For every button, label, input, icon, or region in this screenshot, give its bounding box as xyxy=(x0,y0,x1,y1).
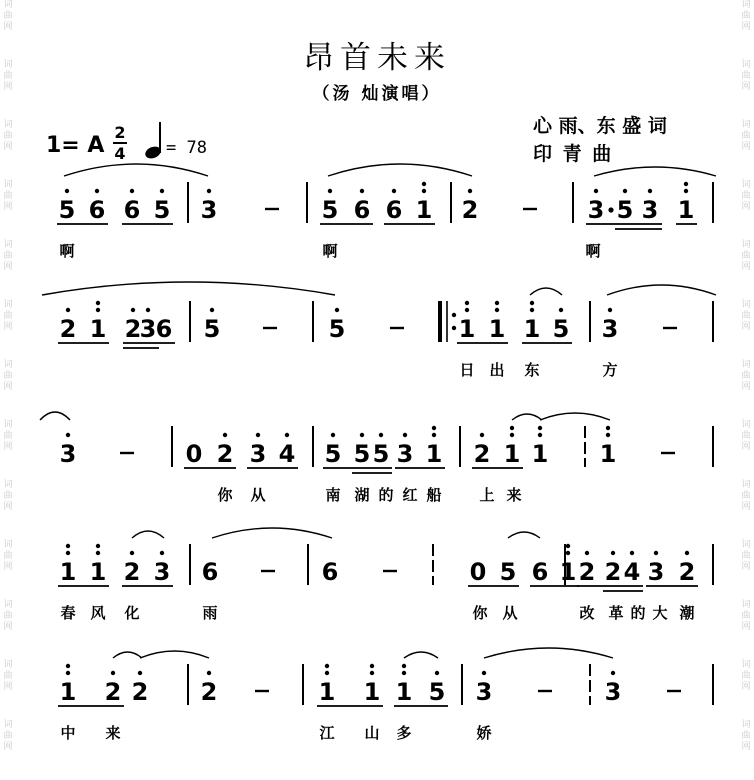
lyric-char: 的 xyxy=(630,604,646,622)
slur xyxy=(530,288,562,295)
octave-dot xyxy=(66,544,70,548)
octave-dot xyxy=(66,671,70,675)
slur xyxy=(540,413,610,420)
watermark-char: 曲 xyxy=(3,671,13,681)
watermark-char: 曲 xyxy=(3,731,13,741)
augmentation-dot xyxy=(608,207,613,212)
note: 6 xyxy=(321,558,339,586)
octave-dot xyxy=(95,189,99,193)
octave-dot xyxy=(160,551,164,555)
time-signature-bottom: 4 xyxy=(114,144,126,163)
watermark-char: 网 xyxy=(741,682,751,692)
note: 3 xyxy=(647,558,665,586)
octave-dot xyxy=(111,671,115,675)
watermark-char: 网 xyxy=(3,22,13,32)
watermark-char: 网 xyxy=(741,262,751,272)
lyric-char: 娇 xyxy=(476,724,492,742)
octave-dot xyxy=(566,551,570,555)
watermark-char: 曲 xyxy=(3,71,13,81)
note: 2 xyxy=(461,196,479,224)
note: 1 xyxy=(531,440,549,468)
lyric-char: 从 xyxy=(250,486,266,504)
watermark-char: 网 xyxy=(741,22,751,32)
slur xyxy=(512,414,542,420)
watermark-char: 网 xyxy=(3,202,13,212)
note: 1 xyxy=(677,196,695,224)
lyric-char: 大 xyxy=(652,604,668,622)
note: 2 xyxy=(131,678,149,706)
octave-dot xyxy=(325,671,329,675)
watermark-char: 曲 xyxy=(741,671,751,681)
watermark-char: 曲 xyxy=(3,551,13,561)
note: 2 xyxy=(678,558,696,586)
note: 1 xyxy=(59,558,77,586)
watermark-char: 网 xyxy=(3,442,13,452)
note: 1 xyxy=(395,678,413,706)
watermark-char: 网 xyxy=(3,562,13,572)
note: 3 xyxy=(139,315,157,343)
watermark-char: 网 xyxy=(3,742,13,752)
watermark-char: 曲 xyxy=(3,371,13,381)
watermark-char: 曲 xyxy=(741,491,751,501)
note: 6 xyxy=(531,558,549,586)
note: 3 xyxy=(59,440,77,468)
note: 2 xyxy=(123,558,141,586)
composer-credit: 印 青 曲 xyxy=(533,143,614,165)
note: 3 xyxy=(249,440,267,468)
note: 5 xyxy=(499,558,517,586)
note: 5 xyxy=(203,315,221,343)
lyric-char: 你 xyxy=(472,604,488,622)
watermark-char: 曲 xyxy=(741,311,751,321)
watermark-char: 曲 xyxy=(3,191,13,201)
watermark-char: 曲 xyxy=(741,251,751,261)
octave-dot xyxy=(495,301,499,305)
note: 2 xyxy=(200,678,218,706)
note: 5 xyxy=(328,315,346,343)
watermark-char: 词 xyxy=(3,0,13,10)
slur xyxy=(404,652,438,658)
watermark-char: 词 xyxy=(741,0,751,10)
note: 6 xyxy=(201,558,219,586)
note: 4 xyxy=(278,440,296,468)
note: 1 xyxy=(415,196,433,224)
watermark-char: 词 xyxy=(741,600,751,610)
note: 1 xyxy=(363,678,381,706)
watermark-char: 曲 xyxy=(741,71,751,81)
lyric-char: 从 xyxy=(502,604,518,622)
watermark-char: 网 xyxy=(741,562,751,572)
octave-dot xyxy=(210,308,214,312)
octave-dot xyxy=(611,551,615,555)
lyric-char: 革 xyxy=(608,604,624,622)
lyric-char: 上 xyxy=(479,486,495,504)
octave-dot xyxy=(530,308,534,312)
octave-dot xyxy=(138,671,142,675)
watermark-char: 网 xyxy=(3,622,13,632)
watermark-char: 词 xyxy=(741,360,751,370)
watermark-char: 网 xyxy=(741,382,751,392)
time-signature-top: 2 xyxy=(114,123,126,142)
slur xyxy=(40,412,70,420)
slur xyxy=(508,532,540,538)
note: 5 xyxy=(58,196,76,224)
octave-dot xyxy=(370,664,374,668)
watermark-char: 网 xyxy=(3,262,13,272)
slur xyxy=(212,528,332,538)
octave-dot xyxy=(538,433,542,437)
note: 5 xyxy=(616,196,634,224)
watermark-char: 词 xyxy=(3,660,13,670)
octave-dot xyxy=(370,671,374,675)
octave-dot xyxy=(559,308,563,312)
octave-dot xyxy=(495,308,499,312)
note: 2 xyxy=(604,558,622,586)
watermark-char: 曲 xyxy=(741,551,751,561)
lyric-char: 中 xyxy=(60,724,76,742)
lyric-char: 风 xyxy=(90,604,106,622)
watermark-char: 曲 xyxy=(3,131,13,141)
octave-dot xyxy=(335,308,339,312)
octave-dot xyxy=(510,426,514,430)
octave-dot xyxy=(422,189,426,193)
lyric-char: 多 xyxy=(396,724,412,742)
watermark-char: 曲 xyxy=(3,251,13,261)
lyric-char: 出 xyxy=(489,361,505,379)
note: 1 xyxy=(89,558,107,586)
octave-dot xyxy=(131,308,135,312)
octave-dot xyxy=(207,671,211,675)
watermark-char: 词 xyxy=(3,480,13,490)
lyric-char: 春 xyxy=(60,604,76,622)
lyric-char: 啊 xyxy=(585,242,601,260)
note: 6 xyxy=(88,196,106,224)
lyric-char: 化 xyxy=(124,604,140,622)
octave-dot xyxy=(566,544,570,548)
watermark-char: 曲 xyxy=(741,611,751,621)
octave-dot xyxy=(480,433,484,437)
octave-dot xyxy=(630,551,634,555)
note: 3 xyxy=(396,440,414,468)
octave-dot xyxy=(648,189,652,193)
slur xyxy=(64,164,208,176)
watermark-char: 网 xyxy=(3,142,13,152)
watermark-char: 词 xyxy=(3,600,13,610)
note: 3 xyxy=(601,315,619,343)
note: 5 xyxy=(321,196,339,224)
watermark-char: 曲 xyxy=(741,371,751,381)
watermark-char: 曲 xyxy=(741,11,751,21)
lyric-char: 潮 xyxy=(679,604,695,622)
watermark-char: 网 xyxy=(3,322,13,332)
slur xyxy=(132,531,164,538)
octave-dot xyxy=(538,426,542,430)
watermark-char: 曲 xyxy=(741,191,751,201)
watermark-char: 曲 xyxy=(3,311,13,321)
song-title: 昂首未来 xyxy=(303,40,451,76)
lyric-char: 啊 xyxy=(59,242,75,260)
watermark-char: 曲 xyxy=(3,611,13,621)
octave-dot xyxy=(606,433,610,437)
note: 5 xyxy=(428,678,446,706)
repeat-dot xyxy=(452,313,456,317)
watermark-char: 词 xyxy=(3,60,13,70)
watermark-char: 网 xyxy=(741,442,751,452)
watermark-char: 网 xyxy=(3,502,13,512)
octave-dot xyxy=(611,671,615,675)
lyric-char: 方 xyxy=(602,361,618,379)
note: 1 xyxy=(559,558,577,586)
octave-dot xyxy=(594,189,598,193)
note: 6 xyxy=(155,315,173,343)
watermark-char: 曲 xyxy=(741,131,751,141)
octave-dot xyxy=(606,426,610,430)
watermark-char: 词 xyxy=(3,120,13,130)
octave-dot xyxy=(468,189,472,193)
watermark-char: 词 xyxy=(741,120,751,130)
note: 5 xyxy=(353,440,371,468)
singer-credit: （汤 灿演唱） xyxy=(312,84,442,104)
lyric-char: 红 xyxy=(402,486,418,504)
watermark-char: 词 xyxy=(741,420,751,430)
octave-dot xyxy=(402,664,406,668)
note: 0 xyxy=(469,558,487,586)
note: 3 xyxy=(587,196,605,224)
octave-dot xyxy=(432,433,436,437)
octave-dot xyxy=(585,551,589,555)
note: 3 xyxy=(604,678,622,706)
octave-dot xyxy=(608,308,612,312)
note: 5 xyxy=(153,196,171,224)
slur xyxy=(607,285,716,295)
note: 3 xyxy=(153,558,171,586)
watermark-char: 网 xyxy=(741,142,751,152)
lyric-char: 湖 xyxy=(354,486,370,504)
octave-dot xyxy=(66,433,70,437)
octave-dot xyxy=(403,433,407,437)
note: 6 xyxy=(385,196,403,224)
octave-dot xyxy=(435,671,439,675)
octave-dot xyxy=(207,189,211,193)
octave-dot xyxy=(285,433,289,437)
repeat-dot xyxy=(452,326,456,330)
note: 0 xyxy=(185,440,203,468)
lyric-char: 啊 xyxy=(322,242,338,260)
watermark-char: 词 xyxy=(741,480,751,490)
watermark-char: 词 xyxy=(3,300,13,310)
watermark-char: 词 xyxy=(3,180,13,190)
lyricist-credit: 心 雨、东 盛 词 xyxy=(533,115,667,137)
lyric-char: 的 xyxy=(378,486,394,504)
note: 5 xyxy=(552,315,570,343)
slur xyxy=(484,648,613,658)
octave-dot xyxy=(146,308,150,312)
lyric-char: 东 xyxy=(524,361,540,379)
octave-dot xyxy=(379,433,383,437)
watermark-char: 词 xyxy=(741,660,751,670)
octave-dot xyxy=(685,551,689,555)
note: 3 xyxy=(641,196,659,224)
watermark-char: 词 xyxy=(3,720,13,730)
octave-dot xyxy=(96,301,100,305)
note: 1 xyxy=(458,315,476,343)
slur xyxy=(113,652,142,658)
lyric-char: 改 xyxy=(579,604,595,622)
watermark-char: 网 xyxy=(741,742,751,752)
octave-dot xyxy=(654,551,658,555)
octave-dot xyxy=(130,551,134,555)
octave-dot xyxy=(422,182,426,186)
octave-dot xyxy=(392,189,396,193)
note: 1 xyxy=(503,440,521,468)
octave-dot xyxy=(130,189,134,193)
key-signature: 1= A xyxy=(46,133,105,158)
note: 4 xyxy=(623,558,641,586)
slur xyxy=(140,651,209,658)
octave-dot xyxy=(66,308,70,312)
octave-dot xyxy=(256,433,260,437)
lyric-char: 山 xyxy=(364,724,380,742)
watermark-char: 网 xyxy=(3,82,13,92)
watermark-char: 网 xyxy=(741,502,751,512)
lyric-char: 来 xyxy=(105,724,121,742)
note: 1 xyxy=(488,315,506,343)
watermark-char: 曲 xyxy=(3,491,13,501)
tempo-value: = 78 xyxy=(166,138,207,158)
watermark-char: 词 xyxy=(3,540,13,550)
note: 2 xyxy=(216,440,234,468)
octave-dot xyxy=(623,189,627,193)
octave-dot xyxy=(96,551,100,555)
octave-dot xyxy=(328,189,332,193)
watermark-char: 词 xyxy=(741,240,751,250)
octave-dot xyxy=(360,433,364,437)
lyric-char: 你 xyxy=(217,486,233,504)
slur xyxy=(328,164,472,176)
note: 1 xyxy=(89,315,107,343)
watermark-char: 网 xyxy=(741,82,751,92)
octave-dot xyxy=(432,426,436,430)
note: 2 xyxy=(104,678,122,706)
slur xyxy=(594,167,716,176)
octave-dot xyxy=(530,301,534,305)
octave-dot xyxy=(331,433,335,437)
note: 2 xyxy=(473,440,491,468)
note: 1 xyxy=(523,315,541,343)
lyric-char: 来 xyxy=(506,486,522,504)
watermark-char: 词 xyxy=(741,180,751,190)
note: 1 xyxy=(59,678,77,706)
octave-dot xyxy=(482,671,486,675)
watermark-char: 词 xyxy=(741,720,751,730)
note: 1 xyxy=(599,440,617,468)
note: 3 xyxy=(200,196,218,224)
lyric-char: 江 xyxy=(319,724,335,742)
watermark-char: 曲 xyxy=(3,11,13,21)
note: 1 xyxy=(318,678,336,706)
watermark-char: 词 xyxy=(741,540,751,550)
watermark-char: 词 xyxy=(3,360,13,370)
note: 5 xyxy=(324,440,342,468)
watermark-char: 曲 xyxy=(3,431,13,441)
octave-dot xyxy=(402,671,406,675)
octave-dot xyxy=(65,189,69,193)
octave-dot xyxy=(510,433,514,437)
watermark-char: 词 xyxy=(741,300,751,310)
octave-dot xyxy=(160,189,164,193)
slur xyxy=(42,282,335,295)
watermark-char: 词 xyxy=(3,420,13,430)
note: 2 xyxy=(59,315,77,343)
note: 3 xyxy=(475,678,493,706)
watermark-char: 网 xyxy=(741,202,751,212)
note: 6 xyxy=(123,196,141,224)
note: 2 xyxy=(578,558,596,586)
watermark-char: 网 xyxy=(3,382,13,392)
lyric-char: 日 xyxy=(459,361,475,379)
octave-dot xyxy=(684,182,688,186)
octave-dot xyxy=(465,301,469,305)
watermark-char: 曲 xyxy=(741,431,751,441)
watermark-char: 网 xyxy=(741,622,751,632)
watermark-char: 词 xyxy=(741,60,751,70)
lyric-char: 雨 xyxy=(202,604,218,622)
watermark-char: 网 xyxy=(741,322,751,332)
watermark-char: 词 xyxy=(3,240,13,250)
octave-dot xyxy=(684,189,688,193)
octave-dot xyxy=(66,551,70,555)
note: 5 xyxy=(372,440,390,468)
octave-dot xyxy=(66,664,70,668)
watermark-char: 曲 xyxy=(741,731,751,741)
watermark-char: 网 xyxy=(3,682,13,692)
note: 6 xyxy=(353,196,371,224)
lyric-char: 南 xyxy=(325,486,341,504)
octave-dot xyxy=(360,189,364,193)
octave-dot xyxy=(465,308,469,312)
octave-dot xyxy=(96,544,100,548)
note: 1 xyxy=(425,440,443,468)
octave-dot xyxy=(325,664,329,668)
octave-dot xyxy=(223,433,227,437)
octave-dot xyxy=(96,308,100,312)
lyric-char: 船 xyxy=(426,486,442,504)
note: 2 xyxy=(124,315,142,343)
